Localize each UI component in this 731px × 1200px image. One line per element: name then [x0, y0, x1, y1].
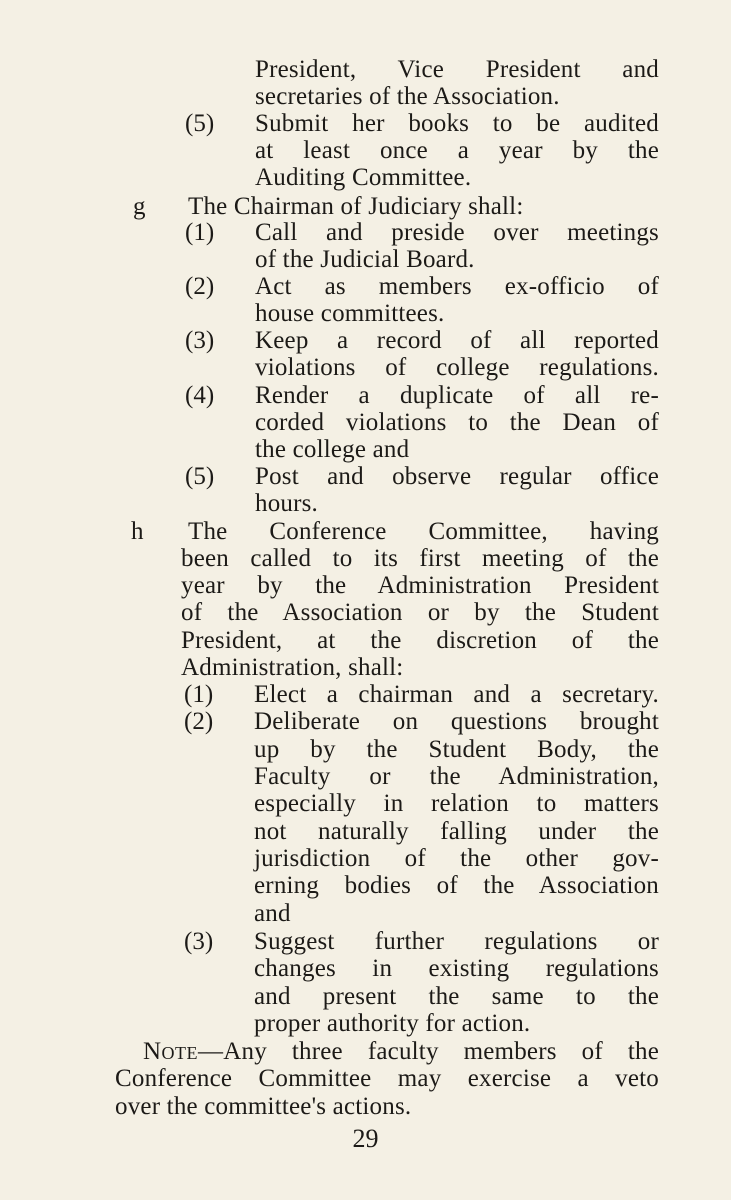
item-text-line: Elect a chairman and a secretary.: [254, 681, 659, 708]
note-label: Note: [143, 1038, 199, 1065]
item-number: (3): [185, 327, 215, 354]
item-text-line: Submit her books to be audited: [255, 110, 659, 137]
item-number: (1): [184, 681, 214, 708]
continuation-line-1: President, Vice President and: [255, 56, 659, 83]
item-number: (2): [184, 708, 214, 735]
continuation-line-2: secretaries of the Association.: [255, 83, 560, 110]
item-number: (1): [185, 219, 215, 246]
item-number: (4): [185, 382, 215, 409]
item-text-line: changes in existing regulations: [254, 955, 659, 982]
item-text-line: Faculty or the Administration,: [254, 763, 659, 790]
section-letter-h: h: [131, 518, 144, 545]
item-number: (5): [185, 463, 215, 490]
section-h-heading-line: The Conference Committee, having: [188, 518, 659, 545]
section-h-heading-line: President, at the discretion of the: [181, 627, 659, 654]
section-letter-g: g: [133, 193, 146, 220]
item-text-line: jurisdiction of the other gov-: [254, 845, 659, 872]
item-text-line: Render a duplicate of all re-: [255, 382, 659, 409]
item-text-line: and present the same to the: [254, 983, 659, 1010]
section-h-heading-line: year by the Administration President: [181, 572, 659, 599]
item-text-line: not naturally falling under the: [254, 818, 659, 845]
item-number: (3): [184, 928, 214, 955]
page-number: 29: [352, 1124, 379, 1153]
item-text-line: the college and: [255, 436, 410, 463]
section-h-heading-line: Administration, shall:: [181, 654, 404, 681]
item-text-line: Auditing Committee.: [255, 164, 472, 191]
item-text-line: especially in relation to matters: [254, 790, 659, 817]
note-line-2: Conference Committee may exercise a veto: [115, 1065, 659, 1092]
section-h-heading-line: of the Association or by the Student: [181, 599, 659, 626]
item-text-line: and: [254, 900, 291, 927]
item-number: (2): [185, 273, 215, 300]
item-text-line: up by the Student Body, the: [254, 736, 659, 763]
item-text-line: Post and observe regular office: [255, 463, 659, 490]
item-text-line: Call and preside over meetings: [255, 219, 659, 246]
item-text-line: hours.: [255, 490, 319, 517]
note-dash: —: [198, 1038, 224, 1065]
item-text-line: Keep a record of all reported: [255, 327, 659, 354]
item-text-line: Suggest further regulations or: [254, 928, 659, 955]
item-text-line: erning bodies of the Association: [254, 872, 659, 899]
item-text-line: Act as members ex-officio of: [255, 273, 659, 300]
note-line-3: over the committee's actions.: [115, 1093, 412, 1120]
section-g-heading: The Chairman of Judiciary shall:: [188, 193, 524, 220]
item-text-line: at least once a year by the: [255, 137, 659, 164]
item-text-line: corded violations to the Dean of: [255, 409, 659, 436]
item-text-line: violations of college regulations.: [255, 354, 659, 381]
note-text: Any three faculty members of the: [223, 1038, 659, 1065]
item-text-line: house committees.: [255, 300, 445, 327]
note-line-1: [143, 1038, 659, 1065]
item-number: (5): [185, 110, 215, 137]
item-text-line: proper authority for action.: [254, 1010, 531, 1037]
item-text-line: of the Judicial Board.: [255, 246, 475, 273]
item-text-line: Deliberate on questions brought: [254, 708, 659, 735]
section-h-heading-line: been called to its first meeting of the: [181, 545, 659, 572]
